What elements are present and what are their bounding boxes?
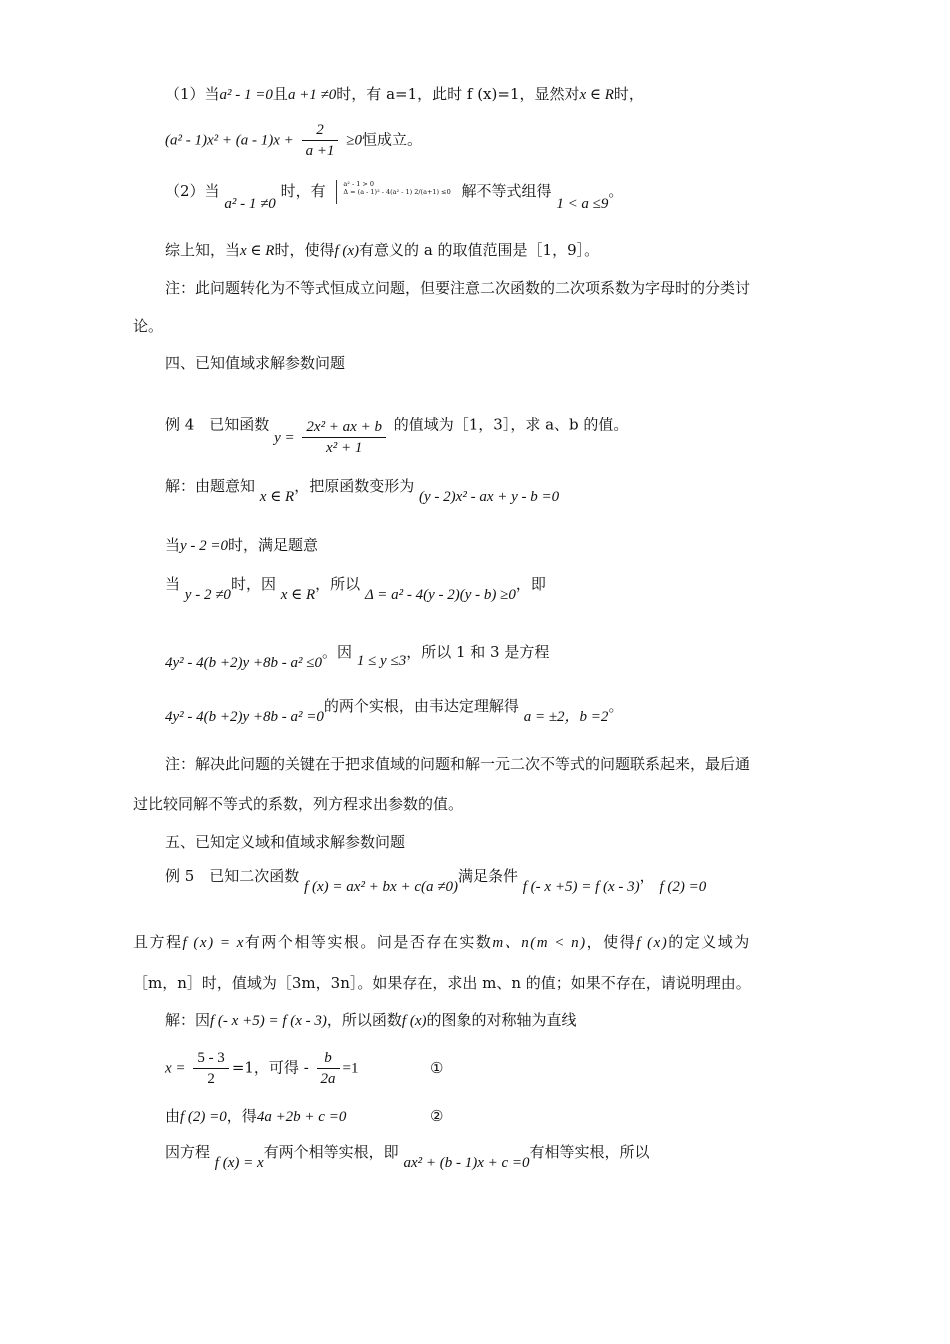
text: ，使得 bbox=[586, 933, 637, 951]
math: 1 < a ≤9 bbox=[556, 196, 609, 212]
math: a = ±2，b =2 bbox=[523, 709, 609, 725]
math: f (x) bbox=[636, 935, 669, 951]
numerator: b bbox=[317, 1048, 340, 1069]
math: ax² + (b - 1)x + c =0 bbox=[403, 1155, 530, 1171]
text: 的值域为［1，3］，求 a、b 的值。 bbox=[393, 415, 629, 434]
text: 例 5 已知二次函数 bbox=[165, 867, 300, 885]
equal-roots-line bbox=[165, 1142, 650, 1171]
text: （1）当 bbox=[165, 85, 220, 103]
fraction bbox=[302, 120, 339, 161]
text: 的两个实根，由韦达定理解得 bbox=[323, 697, 519, 715]
math: =1 bbox=[342, 1060, 359, 1077]
math: x ∈ R bbox=[259, 489, 295, 505]
solution-5-line bbox=[165, 1010, 577, 1031]
numerator: 5 - 3 bbox=[193, 1048, 229, 1069]
math: a² - 1 ≠0 bbox=[224, 196, 276, 212]
text: 解不等式组得 bbox=[461, 182, 552, 200]
text: 时，使得 bbox=[274, 241, 335, 259]
math: m、n(m < n) bbox=[492, 935, 587, 951]
note-line: 注：此问题转化为不等式恒成立问题，但要注意二次函数的二次项系数为字母时的分类讨 bbox=[165, 279, 751, 297]
math: ≥0 bbox=[346, 132, 362, 149]
equation-mark-1: ① bbox=[430, 1059, 444, 1077]
section-heading-5: 五、已知定义域和值域求解参数问题 bbox=[165, 833, 406, 851]
text: 时，满足题意 bbox=[228, 536, 319, 554]
solution-line bbox=[165, 476, 560, 505]
text: 时， bbox=[613, 85, 644, 103]
math: a² - 1 =0 bbox=[219, 87, 273, 103]
text: 有意义的 a 的取值范围是［1，9］。 bbox=[359, 241, 600, 259]
text: 的定义域为 bbox=[668, 933, 751, 951]
math: x ∈ R bbox=[280, 587, 316, 603]
text: =1，可得 - bbox=[231, 1058, 309, 1077]
math: 4a +2b + c =0 bbox=[256, 1109, 347, 1125]
fraction bbox=[193, 1048, 229, 1089]
note-line-2: 注：解决此问题的关键在于把求值域的问题和解一元二次不等式的问题联系起来，最后通 bbox=[165, 755, 751, 773]
text: 因方程 bbox=[165, 1143, 211, 1161]
system-row: a² - 1 > 0 bbox=[343, 180, 375, 188]
text: ，即 bbox=[515, 575, 546, 593]
numerator: 2x² + ax + b bbox=[302, 417, 386, 438]
math: (y - 2)x² - ax + y - b =0 bbox=[419, 489, 560, 505]
vieta-line bbox=[165, 696, 624, 725]
math: f (- x +5) = f (x - 3) bbox=[522, 879, 640, 895]
math: f (x) bbox=[334, 243, 360, 259]
text: 满足条件 bbox=[457, 867, 518, 885]
math: (a² - 1)x² + (a - 1)x + bbox=[165, 132, 294, 149]
text: 解：由题意知 bbox=[165, 477, 256, 495]
math: a +1 ≠0 bbox=[287, 87, 337, 103]
denominator: 2 bbox=[207, 1071, 215, 1087]
inequality-system bbox=[336, 180, 450, 204]
text: 当 bbox=[165, 536, 181, 554]
math: f (x) = ax² + bx + c(a ≠0) bbox=[304, 879, 458, 895]
math: 1 ≤ y ≤3 bbox=[356, 653, 407, 669]
fraction bbox=[302, 417, 386, 458]
text: ，得 bbox=[226, 1107, 257, 1125]
case-line-2 bbox=[165, 574, 546, 603]
conclusion-line bbox=[165, 240, 599, 261]
math: f (x) = x bbox=[214, 1155, 264, 1171]
text: 有相等实根，所以 bbox=[529, 1143, 650, 1161]
text: 的图象的对称轴为直线 bbox=[426, 1011, 577, 1029]
system-row: Δ = (a - 1)² - 4(a² - 1) 2/(a+1) ≤0 bbox=[343, 188, 451, 196]
condition-line bbox=[133, 932, 751, 953]
math: f (- x +5) = f (x - 3) bbox=[210, 1013, 327, 1029]
text: 时，有 a=1，此时 f (x)=1，显然对 bbox=[336, 85, 580, 103]
inequality-line-2 bbox=[165, 642, 550, 671]
denominator: a +1 bbox=[305, 143, 335, 159]
note-line-2-cont: 过比较同解不等式的系数，列方程求出参数的值。 bbox=[133, 795, 464, 813]
math: Δ = a² - 4(y - 2)(y - b) ≥0 bbox=[364, 587, 516, 603]
math: y = bbox=[274, 429, 295, 446]
math: f (2) =0 bbox=[659, 879, 707, 895]
math: y - 2 ≠0 bbox=[184, 587, 231, 603]
text: 例 4 已知函数 bbox=[165, 415, 270, 434]
text: 。 bbox=[608, 182, 624, 200]
equation-2-line bbox=[165, 1106, 444, 1127]
text: ， bbox=[639, 867, 655, 885]
text: ，所以 bbox=[315, 575, 361, 593]
fraction bbox=[317, 1048, 340, 1089]
example-4-line bbox=[165, 405, 629, 456]
case-1-line bbox=[165, 84, 644, 105]
math: x ∈ R bbox=[240, 243, 275, 259]
denominator: x² + 1 bbox=[326, 440, 363, 456]
text: （2）当 bbox=[165, 182, 220, 200]
math: 4y² - 4(b +2)y +8b - a² =0 bbox=[165, 709, 324, 725]
text: ，把原函数变形为 bbox=[294, 477, 415, 495]
text: 有两个相等实根。问是否存在实数 bbox=[244, 933, 493, 951]
text: 且 bbox=[272, 85, 288, 103]
text: 由 bbox=[165, 1107, 181, 1125]
text: 综上知，当 bbox=[165, 241, 241, 259]
math: x ∈ R bbox=[579, 87, 614, 103]
math: f (x) = x bbox=[182, 935, 245, 951]
example-5-line bbox=[165, 866, 707, 895]
numerator: 2 bbox=[302, 120, 339, 141]
math: y - 2 =0 bbox=[180, 538, 229, 554]
condition-line-cont: ［m，n］时，值域为［3m，3n］。如果存在，求出 m、n 的值；如果不存在，请说明理由。 bbox=[133, 974, 751, 992]
text: 解：因 bbox=[165, 1011, 211, 1029]
math: 4y² - 4(b +2)y +8b - a² ≤0 bbox=[165, 655, 323, 671]
case-line bbox=[165, 535, 318, 556]
inequality-line bbox=[165, 120, 422, 161]
text: 。因 bbox=[322, 643, 353, 661]
text: 时，有 bbox=[280, 182, 326, 200]
text: ，所以函数 bbox=[326, 1011, 402, 1029]
note-line-cont: 论。 bbox=[133, 317, 164, 335]
text: 有两个相等实根，即 bbox=[263, 1143, 399, 1161]
axis-line bbox=[165, 1048, 444, 1089]
equation-mark-2: ② bbox=[430, 1107, 444, 1125]
text: 且方程 bbox=[133, 933, 183, 951]
text: 恒成立。 bbox=[361, 130, 422, 149]
math: f (x) bbox=[401, 1013, 427, 1029]
math: x = bbox=[165, 1060, 186, 1077]
text: 时，因 bbox=[230, 575, 276, 593]
text: ，所以 1 和 3 是方程 bbox=[406, 643, 550, 661]
case-2-line bbox=[165, 180, 624, 212]
text: 。 bbox=[608, 697, 624, 715]
text: 当 bbox=[165, 575, 181, 593]
section-heading-4: 四、已知值域求解参数问题 bbox=[165, 354, 346, 372]
math: f (2) =0 bbox=[180, 1109, 227, 1125]
denominator: 2a bbox=[320, 1071, 336, 1087]
